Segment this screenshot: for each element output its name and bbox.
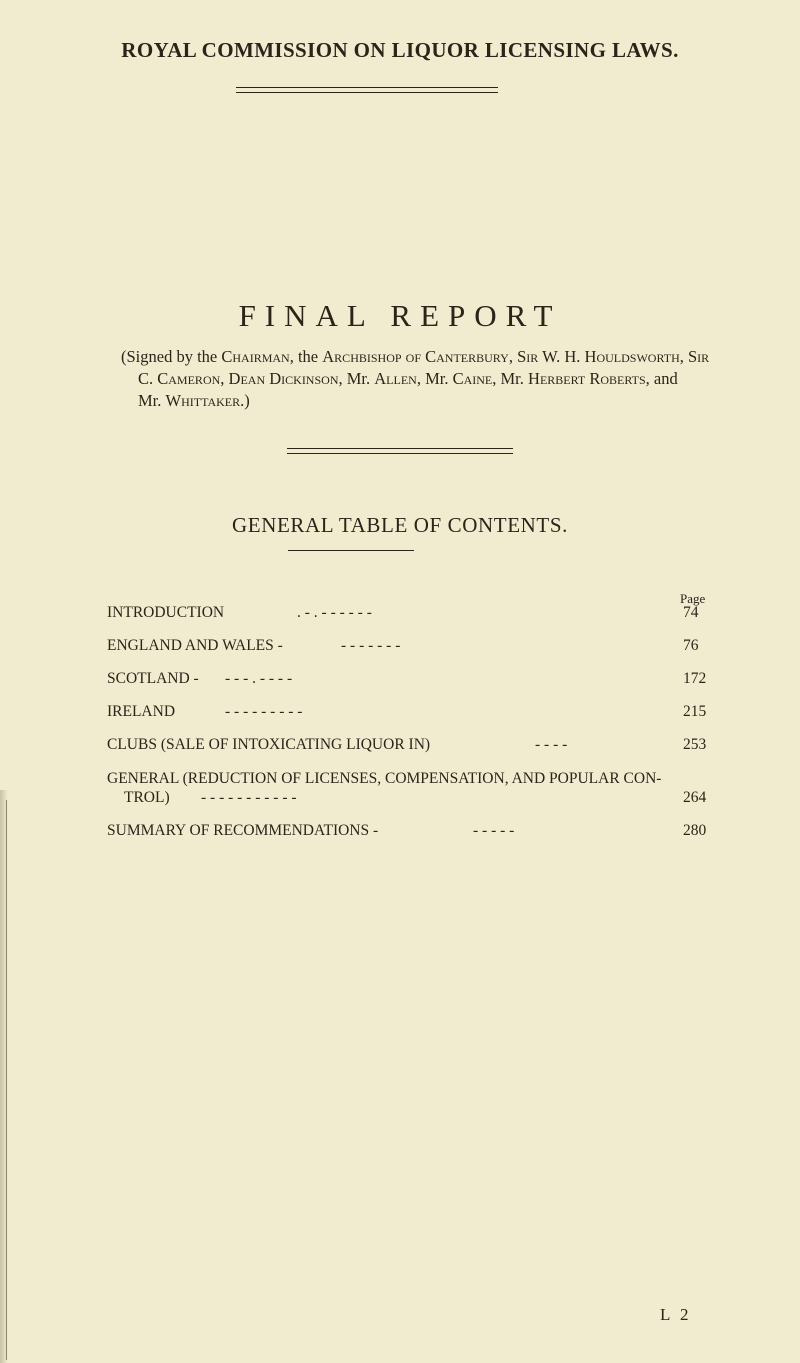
toc-entry-label: SUMMARY OF RECOMMENDATIONS - xyxy=(107,822,379,839)
signed-text: , Mr. xyxy=(338,369,375,388)
toc-entry-label-continued: TROL) xyxy=(124,789,170,806)
toc-leader: - - - - - - - xyxy=(341,637,401,654)
signatory-houldsworth: Sir W. H. Houldsworth xyxy=(517,347,680,366)
signatory-archbishop: Archbishop of Canterbury xyxy=(322,347,509,366)
toc-entry-england-wales[interactable] xyxy=(107,637,717,657)
signed-text: , and xyxy=(645,369,678,388)
header-double-rule xyxy=(236,87,498,93)
signatories-paragraph xyxy=(121,346,741,412)
toc-entry-scotland[interactable] xyxy=(107,670,717,690)
signatory-dickinson: Dean Dickinson xyxy=(228,369,339,388)
signatory-caine: Caine xyxy=(452,369,493,388)
toc-entry-label: ENGLAND AND WALES - xyxy=(107,637,283,654)
signed-text: Mr. xyxy=(138,391,166,410)
signed-text: (Signed by the xyxy=(121,347,222,366)
signed-text: , the xyxy=(289,347,323,366)
toc-leader: - - - . - - - - xyxy=(225,670,293,687)
toc-entry-page: 253 xyxy=(683,736,707,753)
printer-signature-mark: L 2 xyxy=(660,1305,692,1324)
signed-text: , xyxy=(679,347,688,366)
signed-text: , xyxy=(220,369,229,388)
page-edge-line xyxy=(6,800,7,1360)
toc-leader: . - . - - - - - - xyxy=(297,604,372,621)
toc-entry-page: 215 xyxy=(683,703,707,720)
toc-leader: - - - - - - - - - xyxy=(225,703,303,720)
toc-title-rule xyxy=(288,550,414,551)
signatory-roberts: Herbert Roberts xyxy=(528,369,646,388)
signed-text: , xyxy=(508,347,518,366)
toc-entry-label: CLUBS (SALE OF INTOXICATING LIQUOR IN) xyxy=(107,736,431,753)
signed-line-2 xyxy=(121,368,741,390)
toc-entry-page: 172 xyxy=(683,670,707,687)
toc-entry-page: 74 xyxy=(683,604,699,621)
running-head: ROYAL COMMISSION ON LIQUOR LICENSING LAWS. xyxy=(121,38,679,62)
toc-entry-page: 76 xyxy=(683,637,699,654)
page-column-label: Page xyxy=(680,591,706,606)
signed-text: Sir xyxy=(687,347,710,366)
toc-entry-label: IRELAND xyxy=(107,703,176,720)
signed-text: C. xyxy=(138,369,158,388)
section-double-rule xyxy=(287,448,513,454)
signed-text: , Mr. xyxy=(416,369,453,388)
signed-line-3 xyxy=(121,390,741,412)
toc-entry-clubs[interactable] xyxy=(107,736,717,756)
toc-leader: - - - - xyxy=(535,736,568,753)
toc-entry-general[interactable] xyxy=(107,770,717,810)
signed-text: , Mr. xyxy=(492,369,529,388)
toc-entry-introduction[interactable] xyxy=(107,604,717,624)
signatory-chairman: Chairman xyxy=(221,347,290,366)
toc-entry-summary[interactable] xyxy=(107,822,717,842)
signatory-cameron: Cameron xyxy=(157,369,221,388)
signed-text: .) xyxy=(240,391,250,410)
signatory-allen: Allen xyxy=(374,369,417,388)
toc-leader: - - - - - - - - - - - xyxy=(201,789,297,806)
toc-entry-label: INTRODUCTION xyxy=(107,604,225,621)
toc-entry-page: 280 xyxy=(683,822,707,839)
toc-entry-label: SCOTLAND - xyxy=(107,670,199,687)
report-title: FINAL REPORT xyxy=(238,298,562,333)
signatory-whittaker: Whittaker xyxy=(165,391,241,410)
toc-entry-page: 264 xyxy=(683,789,707,806)
toc-entry-ireland[interactable] xyxy=(107,703,717,723)
toc-entry-label: GENERAL (REDUCTION OF LICENSES, COMPENSATION, AND POPULAR CON- xyxy=(107,770,662,787)
toc-title: GENERAL TABLE OF CONTENTS. xyxy=(232,513,568,537)
toc-leader: - - - - - xyxy=(473,822,515,839)
